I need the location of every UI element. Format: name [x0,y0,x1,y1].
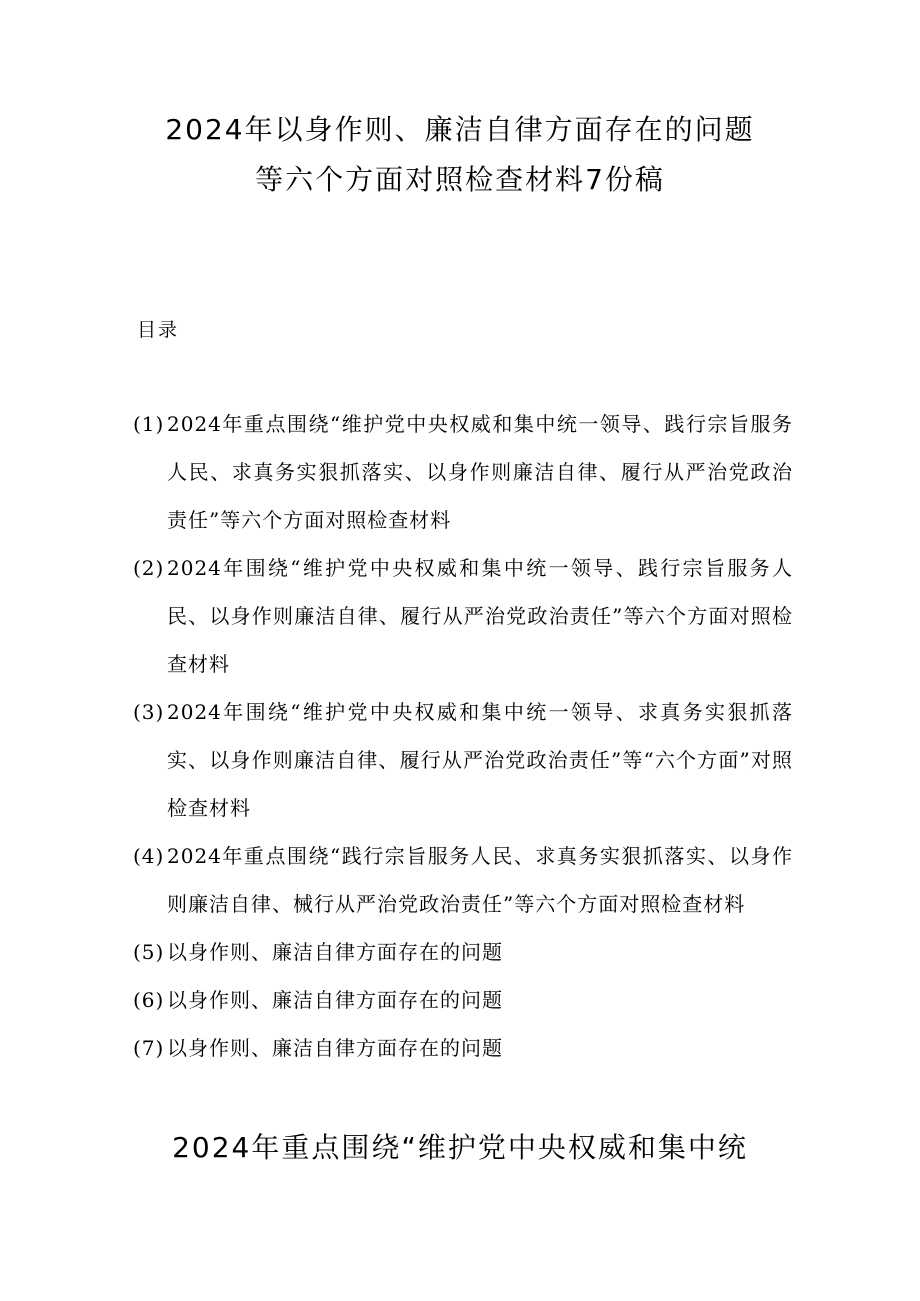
toc-item-number: (7) [133,1036,165,1060]
section-title: 2024年重点围绕“维护党中央权威和集中统 [172,1131,748,1164]
toc-item-link[interactable]: 2024年围绕“维护党中央权威和集中统一领导、求真务实狠抓落实、以身作则廉洁自律、履行从严治党政治责任”等“六个方面”对照检查材料 [167,700,793,820]
toc-item-number: (3) [133,700,165,724]
toc-item-number: (2) [133,556,165,580]
toc-item-link[interactable]: 以身作则、廉洁自律方面存在的问题 [167,988,503,1012]
toc-item-link[interactable]: 2024年重点围绕“践行宗旨服务人民、求真务实狠抓落实、以身作则廉洁自律、械行从严治党政治责任”等六个方面对照检查材料 [167,844,793,916]
table-of-contents [133,400,793,1072]
document-title-line-1: 2024年以身作则、廉洁自律方面存在的问题 [165,113,755,146]
toc-item-number: (1) [133,412,165,436]
toc-item-link[interactable]: 2024年重点围绕“维护党中央权威和集中统一领导、践行宗旨服务人民、求真务实狠抓落实、以身作则廉洁自律、履行从严治党政治责任”等六个方面对照检查材料 [167,412,793,532]
toc-item-number: (6) [133,988,165,1012]
toc-item-7[interactable] [133,1024,793,1072]
toc-item-number: (4) [133,844,165,868]
toc-item-2[interactable] [133,544,793,688]
toc-item-link[interactable]: 2024年围绕“维护党中央权威和集中统一领导、践行宗旨服务人民、以身作则廉洁自律、履行从严治党政治责任”等六个方面对照检查材料 [167,556,793,676]
toc-item-link[interactable]: 以身作则、廉洁自律方面存在的问题 [167,940,503,964]
toc-heading: 目录 [137,319,180,341]
toc-item-1[interactable] [133,400,793,544]
toc-item-link[interactable]: 以身作则、廉洁自律方面存在的问题 [167,1036,503,1060]
document-title-line-2: 等六个方面对照检查材料7份稿 [255,163,665,196]
toc-item-4[interactable] [133,832,793,928]
toc-item-number: (5) [133,940,165,964]
toc-item-5[interactable] [133,928,793,976]
toc-item-6[interactable] [133,976,793,1024]
toc-item-3[interactable] [133,688,793,832]
